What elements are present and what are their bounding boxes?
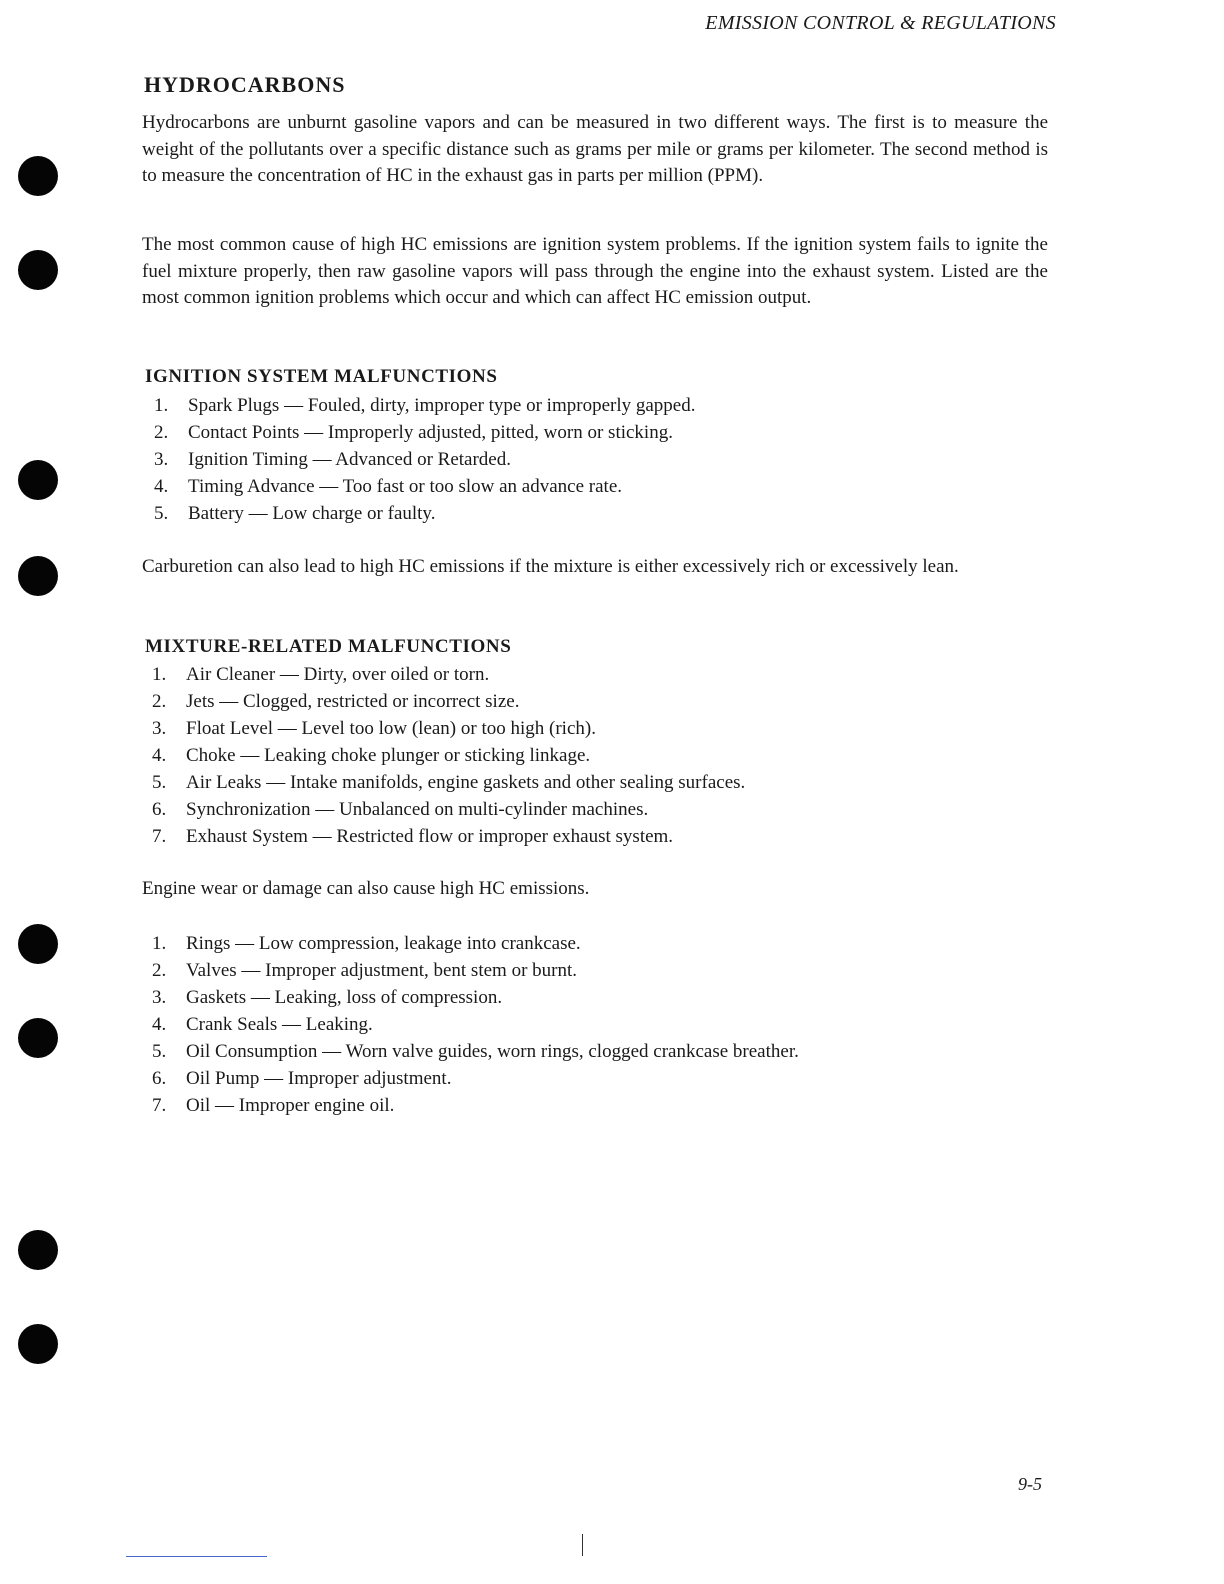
punch-hole — [18, 1018, 58, 1058]
item-number: 6. — [152, 799, 167, 820]
list-item — [154, 419, 695, 446]
item-text: Oil Consumption — Worn valve guides, worn rings, clogged crankcase breather. — [186, 1041, 799, 1062]
punch-hole — [18, 250, 58, 290]
item-number: 5. — [152, 772, 167, 793]
item-number: 4. — [152, 745, 167, 766]
item-text: Synchronization — Unbalanced on multi-cylinder machines. — [186, 799, 649, 820]
item-text: Ignition Timing — Advanced or Retarded. — [188, 449, 511, 470]
item-number: 4. — [152, 1014, 167, 1035]
mixture-heading: MIXTURE-RELATED MALFUNCTIONS — [145, 636, 512, 657]
list-item — [152, 796, 745, 823]
carburetion-paragraph: Carburetion can also lead to high HC emissions if the mixture is either excessively rich or excessively lean. — [142, 556, 959, 577]
list-item — [152, 715, 745, 742]
list-item — [152, 957, 799, 984]
item-number: 3. — [152, 718, 167, 739]
item-text: Float Level — Level too low (lean) or too high (rich). — [186, 718, 596, 739]
item-text: Jets — Clogged, restricted or incorrect size. — [186, 691, 520, 712]
ignition-heading: IGNITION SYSTEM MALFUNCTIONS — [145, 366, 498, 387]
punch-hole — [18, 1324, 58, 1364]
punch-hole — [18, 460, 58, 500]
list-item — [152, 1092, 799, 1119]
intro-paragraph: Hydrocarbons are unburnt gasoline vapors and can be measured in two different ways. The first is to measure the weight of the pollutants over a specific distance such as grams per mile or grams per kilometer. The second method is to measure the concentration of HC in the exhaust gas in parts per million (PPM). — [142, 112, 1048, 186]
engine-wear-list — [152, 930, 799, 1119]
ignition-paragraph: The most common cause of high HC emissions are ignition system problems. If the ignition system fails to ignite the fuel mixture properly, then raw gasoline vapors will pass through the engine into the exhaust system. Listed are the most common ignition problems which occur and which can affect HC emission output. — [142, 234, 1048, 308]
list-item — [154, 473, 695, 500]
punch-hole — [18, 556, 58, 596]
ignition-list — [154, 392, 695, 527]
item-number: 2. — [154, 422, 169, 443]
item-number: 7. — [152, 826, 167, 847]
list-item — [152, 984, 799, 1011]
item-number: 2. — [152, 960, 167, 981]
item-text: Valves — Improper adjustment, bent stem or burnt. — [186, 960, 578, 981]
item-text: Crank Seals — Leaking. — [186, 1014, 373, 1035]
item-number: 1. — [152, 664, 167, 685]
list-item — [152, 742, 745, 769]
list-item — [152, 769, 745, 796]
item-text: Gaskets — Leaking, loss of compression. — [186, 987, 503, 1008]
list-item — [152, 930, 799, 957]
item-number: 1. — [154, 395, 169, 416]
scan-edge-line — [126, 1556, 267, 1557]
list-item — [152, 688, 745, 715]
list-item — [154, 392, 695, 419]
item-number: 4. — [154, 476, 169, 497]
item-number: 2. — [152, 691, 167, 712]
punch-hole — [18, 924, 58, 964]
punch-hole — [18, 1230, 58, 1270]
list-item — [152, 823, 745, 850]
list-item — [152, 1011, 799, 1038]
item-text: Oil Pump — Improper adjustment. — [186, 1068, 452, 1089]
page-number: 9-5 — [1018, 1474, 1042, 1494]
item-text: Rings — Low compression, leakage into crankcase. — [186, 933, 581, 954]
list-item — [152, 1065, 799, 1092]
item-number: 5. — [152, 1041, 167, 1062]
list-item — [154, 500, 695, 527]
item-number: 5. — [154, 503, 169, 524]
list-item — [152, 1038, 799, 1065]
punch-hole — [18, 156, 58, 196]
item-text: Oil — Improper engine oil. — [186, 1095, 395, 1116]
running-header: EMISSION CONTROL & REGULATIONS — [705, 12, 1056, 34]
item-text: Battery — Low charge or faulty. — [188, 503, 436, 524]
section-title: HYDROCARBONS — [144, 72, 346, 97]
scan-tick-mark — [582, 1534, 583, 1556]
item-number: 7. — [152, 1095, 167, 1116]
item-number: 1. — [152, 933, 167, 954]
item-number: 6. — [152, 1068, 167, 1089]
item-text: Choke — Leaking choke plunger or sticking linkage. — [186, 745, 591, 766]
item-number: 3. — [154, 449, 169, 470]
item-text: Contact Points — Improperly adjusted, pitted, worn or sticking. — [188, 422, 673, 443]
list-item — [154, 446, 695, 473]
item-text: Spark Plugs — Fouled, dirty, improper type or improperly gapped. — [188, 395, 696, 416]
item-number: 3. — [152, 987, 167, 1008]
item-text: Air Cleaner — Dirty, over oiled or torn. — [186, 664, 490, 685]
item-text: Air Leaks — Intake manifolds, engine gaskets and other sealing surfaces. — [186, 772, 746, 793]
list-item — [152, 661, 745, 688]
mixture-list — [152, 661, 745, 850]
item-text: Timing Advance — Too fast or too slow an advance rate. — [188, 476, 623, 497]
item-text: Exhaust System — Restricted flow or improper exhaust system. — [186, 826, 674, 847]
engine-wear-paragraph: Engine wear or damage can also cause high HC emissions. — [142, 878, 590, 899]
